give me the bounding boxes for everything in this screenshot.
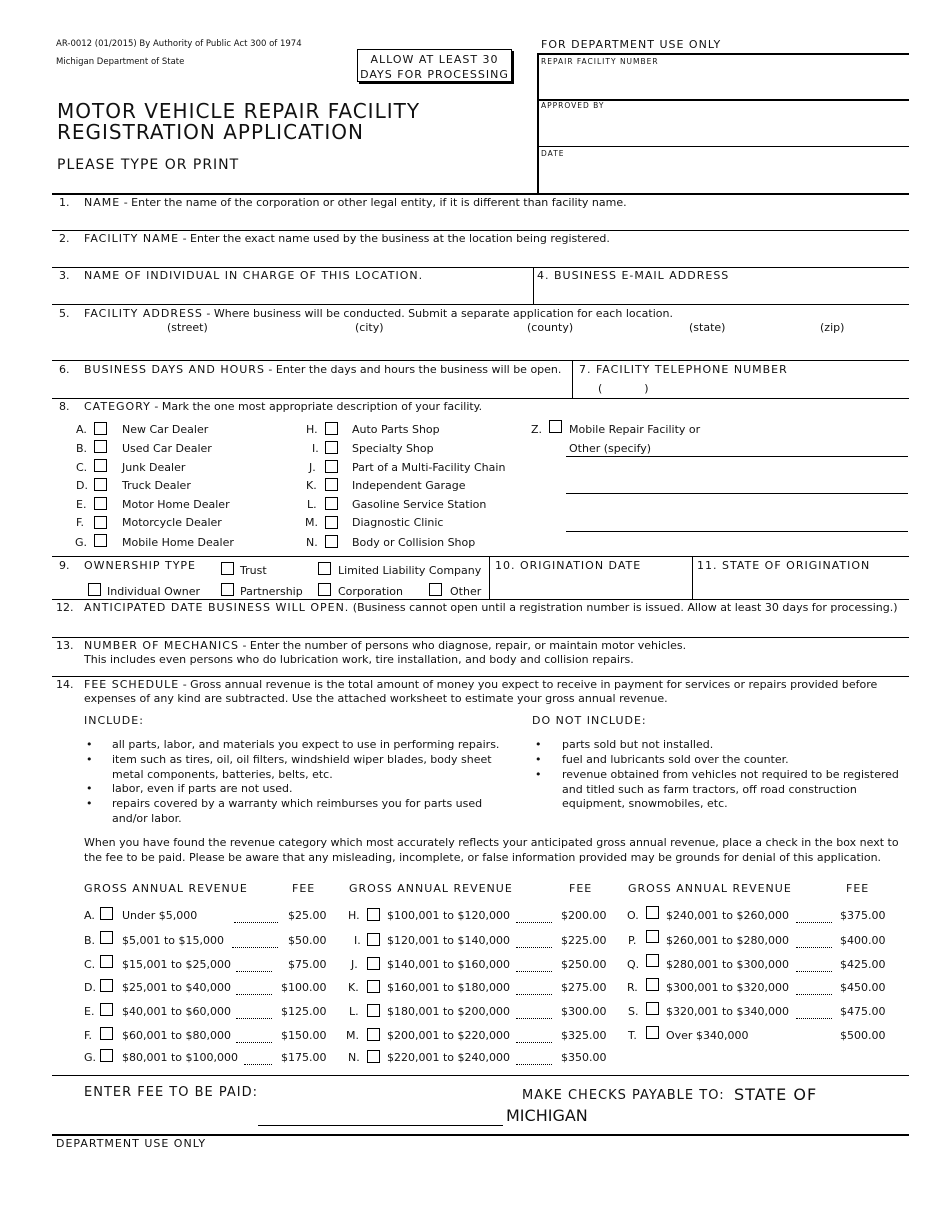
category-letter: B.	[76, 442, 88, 455]
other-specify-line-2[interactable]	[566, 476, 908, 494]
fee-amount: $475.00	[840, 1005, 886, 1018]
fee-amount: $375.00	[840, 909, 886, 922]
ownership-llc-checkbox[interactable]	[318, 562, 331, 575]
bullet-icon: •	[86, 797, 93, 810]
fee-p-checkbox[interactable]	[646, 930, 659, 943]
fee-a-checkbox[interactable]	[100, 907, 113, 920]
fee-letter: J.	[351, 958, 358, 971]
ownership-trust-label: Trust	[240, 564, 267, 577]
fee-range: $320,001 to $340,000	[666, 1005, 790, 1018]
field-8-number: 8.	[59, 400, 70, 413]
category-letter: M.	[305, 516, 318, 529]
fee-letter: H.	[348, 909, 360, 922]
fee-range: $120,001 to $140,000	[387, 934, 511, 947]
origination-date-input[interactable]	[494, 574, 689, 598]
fee-range: $140,001 to $160,000	[387, 958, 511, 971]
fee-amount: $75.00	[288, 958, 327, 971]
fee-amount: $25.00	[288, 909, 327, 922]
category-letter: Z.	[531, 423, 543, 436]
field-2-label: FACILITY NAME - Enter the exact name used by the business at the location being registered.	[84, 232, 610, 245]
ownership-corporation-checkbox[interactable]	[318, 583, 331, 596]
address-state-label: (state)	[689, 321, 726, 334]
category-letter: D.	[76, 479, 88, 492]
ownership-corporation-label: Corporation	[338, 585, 403, 598]
category-letter: I.	[312, 442, 319, 455]
fee-letter: Q.	[627, 958, 640, 971]
bullet-icon: •	[535, 738, 542, 751]
enter-fee-label: ENTER FEE TO BE PAID:	[84, 1085, 258, 1100]
field-14-description: FEE SCHEDULE - Gross annual revenue is the total amount of money you expect to receive in payment for services or repairs provided before expenses of any kind are subtracted. Use the attached worksheet to estimate your gross annual revenue.	[84, 678, 878, 705]
fee-col-revenue-header: GROSS ANNUAL REVENUE	[349, 882, 513, 895]
field-8-label: CATEGORY - Mark the one most appropriate description of your facility.	[84, 400, 483, 413]
category-specialty-shop-checkbox[interactable]	[325, 441, 338, 454]
fee-letter: G.	[84, 1051, 97, 1064]
dept-date-field[interactable]	[540, 160, 908, 190]
fee-i-checkbox[interactable]	[367, 933, 380, 946]
business-email-input[interactable]	[536, 283, 908, 303]
category-label: Junk Dealer	[122, 461, 186, 474]
category-label: Truck Dealer	[122, 479, 191, 492]
category-label: Part of a Multi-Facility Chain	[352, 461, 506, 474]
fee-amount: $100.00	[281, 981, 327, 994]
fee-instruction: When you have found the revenue category which most accurately reflects your anticipated gross annual revenue, place a check in the box next to the fee to be paid. Please be aware that any misleading, incomplete, or false information provided may be grounds for denial of this application.	[84, 836, 899, 864]
bullet-icon: •	[535, 753, 542, 766]
fee-amount: $150.00	[281, 1029, 327, 1042]
fee-letter: S.	[628, 1005, 639, 1018]
category-junk-dealer-checkbox[interactable]	[94, 459, 107, 472]
category-label: Independent Garage	[352, 479, 466, 492]
category-multi-facility-chain-checkbox[interactable]	[325, 460, 338, 473]
fee-range: $80,001 to $100,000	[122, 1051, 239, 1064]
fee-range: $100,001 to $120,000	[387, 909, 511, 922]
fee-s-checkbox[interactable]	[646, 1002, 659, 1015]
fee-amount: $350.00	[561, 1051, 607, 1064]
fee-letter: I.	[354, 934, 361, 947]
field-14-number: 14.	[56, 678, 74, 691]
field-1-label: NAME - Enter the name of the corporation or other legal entity, if it is different than facility name.	[84, 196, 627, 209]
exclude-item: fuel and lubricants sold over the counter.	[562, 753, 789, 766]
category-diagnostic-clinic-checkbox[interactable]	[325, 516, 338, 529]
fee-letter: C.	[84, 958, 96, 971]
field-5-number: 5.	[59, 307, 70, 320]
category-label: Diagnostic Clinic	[352, 516, 444, 529]
category-letter: E.	[76, 498, 87, 511]
fee-letter: M.	[346, 1029, 359, 1042]
fee-range: $260,001 to $280,000	[666, 934, 790, 947]
address-zip-label: (zip)	[820, 321, 845, 334]
fee-range: $15,001 to $25,000	[122, 958, 232, 971]
ownership-partnership-label: Partnership	[240, 585, 303, 598]
fee-range: $25,001 to $40,000	[122, 981, 232, 994]
state-of-origination-input[interactable]	[696, 574, 908, 598]
field-2-number: 2.	[59, 232, 70, 245]
fee-col-fee-header: FEE	[292, 882, 316, 895]
fee-amount: $250.00	[561, 958, 607, 971]
fee-m-checkbox[interactable]	[367, 1028, 380, 1041]
fee-range: $160,001 to $180,000	[387, 981, 511, 994]
fee-letter: D.	[84, 981, 96, 994]
fee-amount: $450.00	[840, 981, 886, 994]
fee-k-checkbox[interactable]	[367, 980, 380, 993]
telephone-input[interactable]	[660, 378, 908, 396]
fee-amount: $425.00	[840, 958, 886, 971]
fee-e-checkbox[interactable]	[100, 1003, 113, 1016]
field-5-label: FACILITY ADDRESS - Where business will be conducted. Submit a separate application for each location.	[84, 307, 673, 320]
field-9-number: 9.	[59, 559, 70, 572]
fee-amount: $275.00	[561, 981, 607, 994]
bullet-icon: •	[86, 738, 93, 751]
fee-q-checkbox[interactable]	[646, 954, 659, 967]
field-3-label: NAME OF INDIVIDUAL IN CHARGE OF THIS LOCATION.	[84, 269, 424, 282]
category-letter: C.	[76, 461, 88, 474]
form-id: AR-0012 (01/2015) By Authority of Public Act 300 of 1974	[56, 39, 302, 49]
category-mobile-home-dealer-checkbox[interactable]	[94, 534, 107, 547]
fee-t-checkbox[interactable]	[646, 1026, 659, 1039]
fee-col-revenue-header: GROSS ANNUAL REVENUE	[628, 882, 792, 895]
category-label: Auto Parts Shop	[352, 423, 440, 436]
fee-amount: $175.00	[281, 1051, 327, 1064]
include-item: repairs covered by a warranty which reimburses you for parts used and/or labor.	[112, 797, 483, 825]
date-label: DATE	[541, 149, 565, 158]
department-use-only-footer: DEPARTMENT USE ONLY	[56, 1137, 207, 1150]
fee-col-fee-header: FEE	[846, 882, 870, 895]
field-7-label: 7. FACILITY TELEPHONE NUMBER	[579, 363, 788, 376]
fee-range: $60,001 to $80,000	[122, 1029, 232, 1042]
page-title-line1: MOTOR VEHICLE REPAIR FACILITY	[57, 99, 421, 123]
include-item: all parts, labor, and materials you expect to use in performing repairs.	[112, 738, 500, 751]
fee-amount: $400.00	[840, 934, 886, 947]
fee-amount: $50.00	[288, 934, 327, 947]
payable-to-state: STATE OF	[734, 1085, 818, 1104]
category-label: Gasoline Service Station	[352, 498, 487, 511]
do-not-include-heading: DO NOT INCLUDE:	[532, 714, 647, 727]
approved-by-field[interactable]	[540, 112, 908, 144]
field-13-number: 13.	[56, 639, 74, 652]
ownership-llc-label: Limited Liability Company	[338, 564, 482, 577]
category-letter: A.	[76, 423, 87, 436]
fee-to-be-paid-input[interactable]	[258, 1108, 503, 1126]
fee-range: Under $5,000	[122, 909, 198, 922]
ownership-individual-checkbox[interactable]	[88, 583, 101, 596]
fee-range: $280,001 to $300,000	[666, 958, 790, 971]
payable-to-michigan: MICHIGAN	[506, 1106, 588, 1125]
fee-amount: $500.00	[840, 1029, 886, 1042]
include-item: item such as tires, oil, oil filters, windshield wiper blades, body sheet metal components, batteries, belts, etc.	[112, 753, 492, 781]
fee-letter: B.	[84, 934, 96, 947]
other-specify-input[interactable]	[566, 440, 908, 456]
category-letter: H.	[306, 423, 318, 436]
category-independent-garage-checkbox[interactable]	[325, 478, 338, 491]
fee-d-checkbox[interactable]	[100, 979, 113, 992]
page-subtitle: PLEASE TYPE OR PRINT	[57, 157, 240, 173]
fee-range: $200,001 to $220,000	[387, 1029, 511, 1042]
category-body-collision-shop-checkbox[interactable]	[325, 535, 338, 548]
fee-amount: $325.00	[561, 1029, 607, 1042]
category-gasoline-station-checkbox[interactable]	[325, 497, 338, 510]
ownership-partnership-checkbox[interactable]	[221, 583, 234, 596]
field-12-number: 12.	[56, 601, 74, 614]
fee-o-checkbox[interactable]	[646, 906, 659, 919]
category-letter: F.	[76, 516, 85, 529]
name-input[interactable]	[80, 210, 908, 229]
category-label-other: Other (specify)	[569, 442, 652, 455]
fee-letter: K.	[348, 981, 359, 994]
bullet-icon: •	[86, 782, 93, 795]
category-motor-home-dealer-checkbox[interactable]	[94, 497, 107, 510]
address-city-label: (city)	[355, 321, 384, 334]
category-label: Specialty Shop	[352, 442, 434, 455]
individual-in-charge-input[interactable]	[80, 283, 530, 303]
fee-h-checkbox[interactable]	[367, 908, 380, 921]
category-motorcycle-dealer-checkbox[interactable]	[94, 516, 107, 529]
field-13-text-2: This includes even persons who do lubrication work, tire installation, and body and collision repairs.	[84, 653, 634, 666]
category-label: New Car Dealer	[122, 423, 209, 436]
anticipated-open-date-input[interactable]	[80, 616, 908, 635]
fee-letter: P.	[628, 934, 637, 947]
fee-c-checkbox[interactable]	[100, 955, 113, 968]
fee-amount: $125.00	[281, 1005, 327, 1018]
address-street-label: (street)	[167, 321, 208, 334]
fee-letter: R.	[627, 981, 638, 994]
address-county-label: (county)	[527, 321, 574, 334]
fee-r-checkbox[interactable]	[646, 978, 659, 991]
field-1-number: 1.	[59, 196, 70, 209]
bullet-icon: •	[535, 768, 542, 781]
fee-col-revenue-header: GROSS ANNUAL REVENUE	[84, 882, 248, 895]
department-name: Michigan Department of State	[56, 57, 185, 67]
approved-by-label: APPROVED BY	[541, 101, 605, 110]
category-new-car-dealer-checkbox[interactable]	[94, 422, 107, 435]
ownership-individual-label: Individual Owner	[107, 585, 200, 598]
category-letter: G.	[75, 536, 88, 549]
repair-facility-number-label: REPAIR FACILITY NUMBER	[541, 57, 659, 66]
bullet-icon: •	[86, 753, 93, 766]
field-11-label: 11. STATE OF ORIGINATION	[697, 559, 871, 572]
fee-f-checkbox[interactable]	[100, 1027, 113, 1040]
other-specify-line-3[interactable]	[566, 514, 908, 532]
dept-use-heading: FOR DEPARTMENT USE ONLY	[541, 38, 722, 51]
fee-letter: A.	[84, 909, 95, 922]
fee-amount: $200.00	[561, 909, 607, 922]
field-9-label: OWNERSHIP TYPE	[84, 559, 197, 572]
fee-g-checkbox[interactable]	[100, 1049, 113, 1062]
ownership-other-checkbox[interactable]	[429, 583, 442, 596]
page-title-line2: REGISTRATION APPLICATION	[57, 120, 364, 144]
category-mobile-repair-other-checkbox[interactable]	[549, 420, 562, 433]
category-letter: N.	[306, 536, 318, 549]
processing-notice: ALLOW AT LEAST 30 DAYS FOR PROCESSING	[357, 49, 512, 82]
field-13-label: NUMBER OF MECHANICS - Enter the number of persons who diagnose, repair, or maintain motor vehicles.	[84, 639, 687, 652]
fee-range: $40,001 to $60,000	[122, 1005, 232, 1018]
include-heading: INCLUDE:	[84, 714, 144, 727]
facility-name-input[interactable]	[80, 246, 908, 266]
fee-range: Over $340,000	[666, 1029, 749, 1042]
fee-range: $5,001 to $15,000	[122, 934, 225, 947]
category-label: Mobile Home Dealer	[122, 536, 234, 549]
fee-letter: L.	[349, 1005, 359, 1018]
field-6-number: 6.	[59, 363, 70, 376]
fee-range: $240,001 to $260,000	[666, 909, 790, 922]
field-6-label: BUSINESS DAYS AND HOURS - Enter the days and hours the business will be open.	[84, 363, 562, 376]
fee-col-fee-header: FEE	[569, 882, 593, 895]
fee-amount: $300.00	[561, 1005, 607, 1018]
include-item: labor, even if parts are not used.	[112, 782, 293, 795]
fee-n-checkbox[interactable]	[367, 1050, 380, 1063]
field-12-label: ANTICIPATED DATE BUSINESS WILL OPEN. (Business cannot open until a registration number is issued. Allow at least 30 days for processing.)	[84, 601, 898, 614]
category-label: Mobile Repair Facility or	[569, 423, 701, 436]
payable-to-label: MAKE CHECKS PAYABLE TO:	[522, 1088, 725, 1103]
category-label: Motor Home Dealer	[122, 498, 230, 511]
field-10-label: 10. ORIGINATION DATE	[495, 559, 642, 572]
category-letter: L.	[307, 498, 317, 511]
phone-area-code: ( )	[598, 382, 649, 395]
category-letter: K.	[306, 479, 317, 492]
field-3-number: 3.	[59, 269, 70, 282]
field-4-label: 4. BUSINESS E-MAIL ADDRESS	[537, 269, 730, 282]
fee-letter: F.	[84, 1029, 93, 1042]
exclude-item: revenue obtained from vehicles not required to be registered and titled such as farm tractors, off road construction equipment, snowmobiles, etc.	[562, 768, 899, 810]
fee-letter: E.	[84, 1005, 95, 1018]
category-label: Motorcycle Dealer	[122, 516, 222, 529]
fee-range: $220,001 to $240,000	[387, 1051, 511, 1064]
category-label: Body or Collision Shop	[352, 536, 476, 549]
category-used-car-dealer-checkbox[interactable]	[94, 440, 107, 453]
fee-letter: N.	[348, 1051, 360, 1064]
fee-letter: O.	[627, 909, 639, 922]
fee-range: $300,001 to $320,000	[666, 981, 790, 994]
fee-range: $180,001 to $200,000	[387, 1005, 511, 1018]
repair-facility-number-field[interactable]	[540, 68, 908, 98]
fee-amount: $225.00	[561, 934, 607, 947]
exclude-item: parts sold but not installed.	[562, 738, 714, 751]
ownership-trust-checkbox[interactable]	[221, 562, 234, 575]
category-label: Used Car Dealer	[122, 442, 212, 455]
ownership-other-label: Other	[450, 585, 482, 598]
business-hours-input[interactable]	[80, 377, 568, 397]
category-letter: J.	[309, 461, 316, 474]
fee-j-checkbox[interactable]	[367, 957, 380, 970]
fee-l-checkbox[interactable]	[367, 1004, 380, 1017]
category-auto-parts-shop-checkbox[interactable]	[325, 422, 338, 435]
category-truck-dealer-checkbox[interactable]	[94, 478, 107, 491]
fee-b-checkbox[interactable]	[100, 931, 113, 944]
fee-letter: T.	[628, 1029, 637, 1042]
facility-address-input[interactable]	[80, 336, 908, 358]
